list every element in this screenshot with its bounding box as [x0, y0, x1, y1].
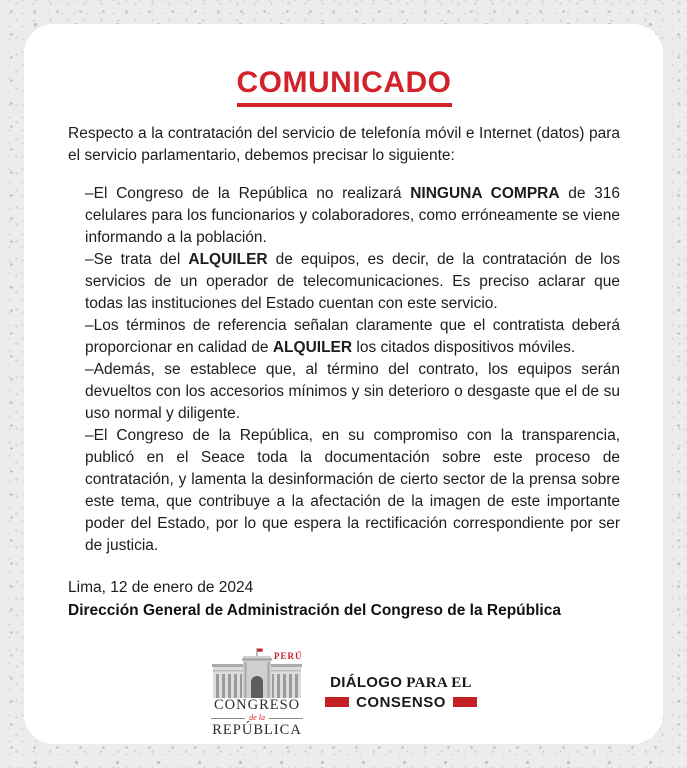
motto-line2 — [325, 694, 477, 711]
motto-para-el: PARA EL — [402, 674, 472, 691]
bullet-paragraph: –El Congreso de la República, en su compromiso con la transparencia, publicó en el Seace toda la documentación sobre este proceso de contratación, y lamenta la desinformación de cierto sector de la prensa sobre este tema, que contribuye a la afectación de la imagen de este importante poder del Estado, por lo que espera la rectificación correspondiente por ser de justicia. — [85, 427, 620, 554]
motto-dialogo: DIÁLOGO — [330, 673, 403, 691]
signature-line: Dirección General de Administración del Congreso de la República — [68, 602, 561, 619]
congress-name-line3: REPÚBLICA — [212, 722, 302, 739]
bullet-list — [68, 183, 620, 557]
motto-consenso: CONSENSO — [356, 693, 446, 711]
page-title: COMUNICADO — [237, 66, 452, 107]
date-line: Lima, 12 de enero de 2024 — [68, 579, 254, 596]
red-bar-right — [453, 697, 477, 707]
congress-name-line2: de la — [249, 713, 265, 723]
bullet-paragraph: –Además, se establece que, al término del contrato, los equipos serán devueltos con los accesorios mínimos y sin deterioro o desgaste que el de su uso normal y diligente. — [85, 361, 620, 422]
communique-card — [24, 24, 663, 744]
congress-name-line1: CONGRESO — [213, 697, 301, 713]
footer-logos — [68, 646, 620, 738]
congress-logo — [211, 646, 303, 738]
red-bar-left — [325, 697, 349, 707]
left-rule — [211, 718, 245, 719]
peru-label-shape: PERÚ — [274, 651, 303, 661]
congress-building-icon — [211, 646, 303, 698]
bullet-paragraph: –El Congreso de la República no realizará NINGUNA COMPRA de 316 celulares para los funcionarios y colaboradores, como erróneamente se viene informando a la población. — [85, 185, 621, 246]
intro-paragraph: Respecto a la contratación del servicio de telefonía móvil e Internet (datos) para el servicio parlamentario, debemos precisar lo siguiente: — [68, 125, 620, 164]
bullet-paragraph: –Los términos de referencia señalan claramente que el contratista deberá proporcionar en calidad de ALQUILER los citados dispositivos móviles. — [85, 317, 620, 356]
bullet-paragraph: –Se trata del ALQUILER de equipos, es decir, de la contratación de los servicios de un operador de telecomunicaciones. Es preciso aclarar que todas las instituciones del Estado cuentan con este servicio. — [85, 251, 620, 312]
motto-line1 — [325, 674, 477, 692]
dialogo-consenso-motto — [325, 674, 477, 711]
right-rule — [269, 718, 303, 719]
